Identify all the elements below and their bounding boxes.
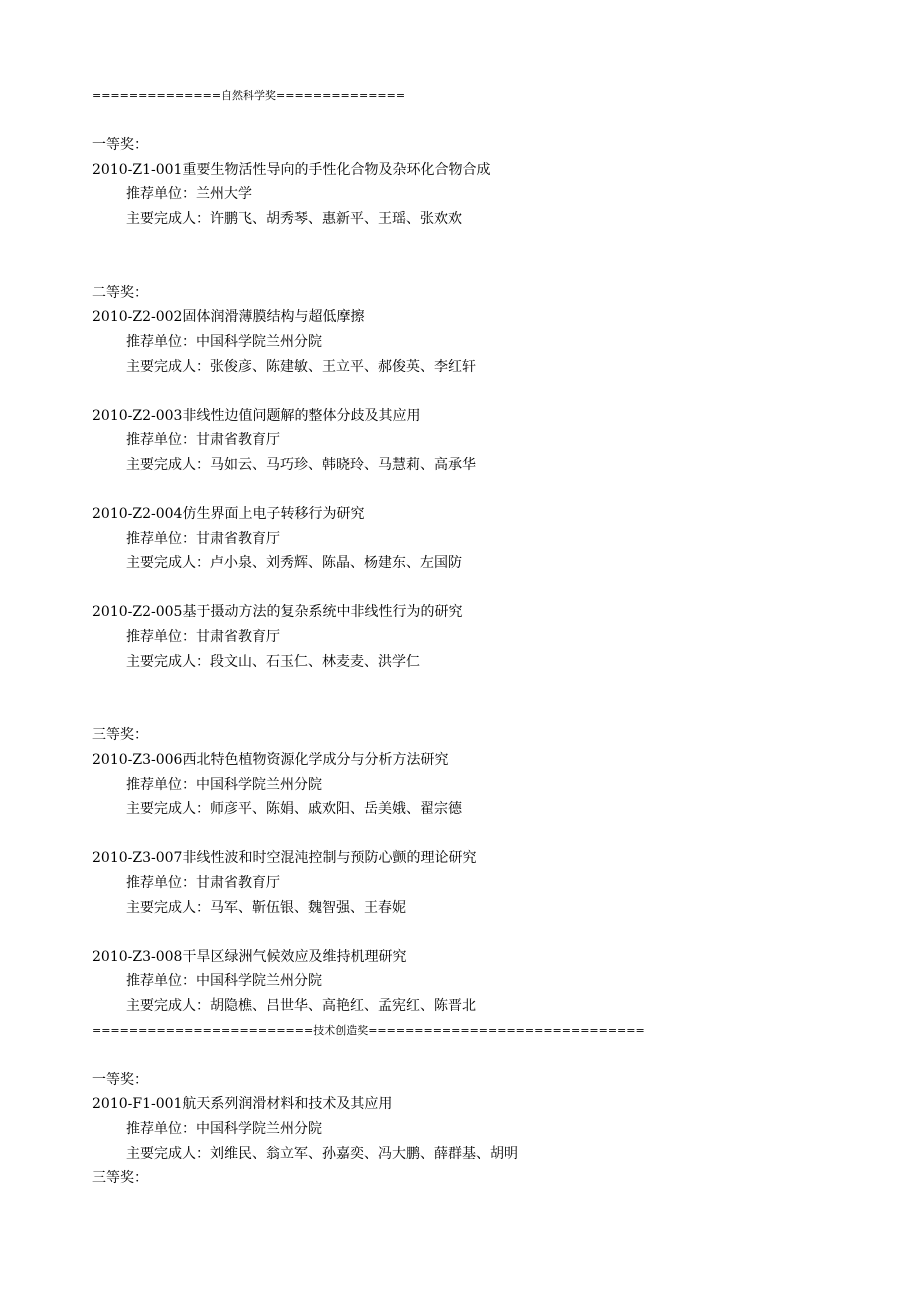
- award-people: 主要完成人：段文山、石玉仁、林麦麦、洪学仁: [126, 653, 420, 670]
- award-people: 主要完成人：许鹏飞、胡秀琴、惠新平、王瑶、张欢欢: [126, 210, 462, 227]
- award-unit: 推荐单位：中国科学院兰州分院: [126, 333, 322, 350]
- award-people: 主要完成人：师彦平、陈娟、戚欢阳、岳美娥、翟宗德: [126, 801, 462, 818]
- award-unit: 推荐单位：甘肃省教育厅: [126, 629, 280, 646]
- award-unit: 推荐单位：中国科学院兰州分院: [126, 1120, 322, 1137]
- prize-level-first: 一等奖：: [92, 137, 148, 154]
- prize-level-third: 三等奖：: [92, 727, 148, 744]
- award-title: 2010-Z2-003非线性边值问题解的整体分歧及其应用: [92, 407, 421, 424]
- prize-level-second: 二等奖：: [92, 284, 148, 301]
- award-document: [92, 84, 892, 1191]
- award-people: 主要完成人：卢小泉、刘秀辉、陈晶、杨建东、左国防: [126, 555, 462, 572]
- award-title: 2010-F1-001航天系列润滑材料和技术及其应用: [92, 1096, 393, 1113]
- prize-level-third: 三等奖：: [92, 1170, 148, 1187]
- prize-level-first: 一等奖：: [92, 1071, 148, 1088]
- award-title: 2010-Z3-008干旱区绿洲气候效应及维持机理研究: [92, 948, 407, 965]
- award-people: 主要完成人：马军、靳伍银、魏智强、王春妮: [126, 899, 406, 916]
- award-people: 主要完成人：刘维民、翁立军、孙嘉奕、冯大鹏、薛群基、胡明: [126, 1145, 518, 1162]
- award-unit: 推荐单位：兰州大学: [126, 186, 252, 203]
- award-title: 2010-Z3-007非线性波和时空混沌控制与预防心颤的理论研究: [92, 850, 477, 867]
- award-unit: 推荐单位：甘肃省教育厅: [126, 432, 280, 449]
- award-title: 2010-Z1-001重要生物活性导向的手性化合物及杂环化合物合成: [92, 161, 491, 178]
- section-header-natural-science: ==============自然科学奖==============: [92, 89, 406, 102]
- award-unit: 推荐单位：中国科学院兰州分院: [126, 973, 322, 990]
- award-unit: 推荐单位：甘肃省教育厅: [126, 530, 280, 547]
- section-header-technology-invention: ========================技术创造奖==============================: [92, 1023, 645, 1037]
- award-unit: 推荐单位：甘肃省教育厅: [126, 875, 280, 891]
- award-people: 主要完成人：马如云、马巧珍、韩晓玲、马慧莉、高承华: [126, 456, 476, 473]
- award-title: 2010-Z2-004仿生界面上电子转移行为研究: [92, 506, 365, 523]
- award-unit: 推荐单位：中国科学院兰州分院: [126, 776, 322, 793]
- award-title: 2010-Z2-005基于摄动方法的复杂系统中非线性行为的研究: [92, 604, 463, 621]
- award-title: 2010-Z3-006西北特色植物资源化学成分与分析方法研究: [92, 752, 449, 769]
- award-people: 主要完成人：张俊彦、陈建敏、王立平、郝俊英、李红轩: [126, 358, 476, 375]
- award-people: 主要完成人：胡隐樵、吕世华、高艳红、孟宪红、陈晋北: [126, 997, 476, 1014]
- award-title: 2010-Z2-002固体润滑薄膜结构与超低摩擦: [92, 309, 365, 326]
